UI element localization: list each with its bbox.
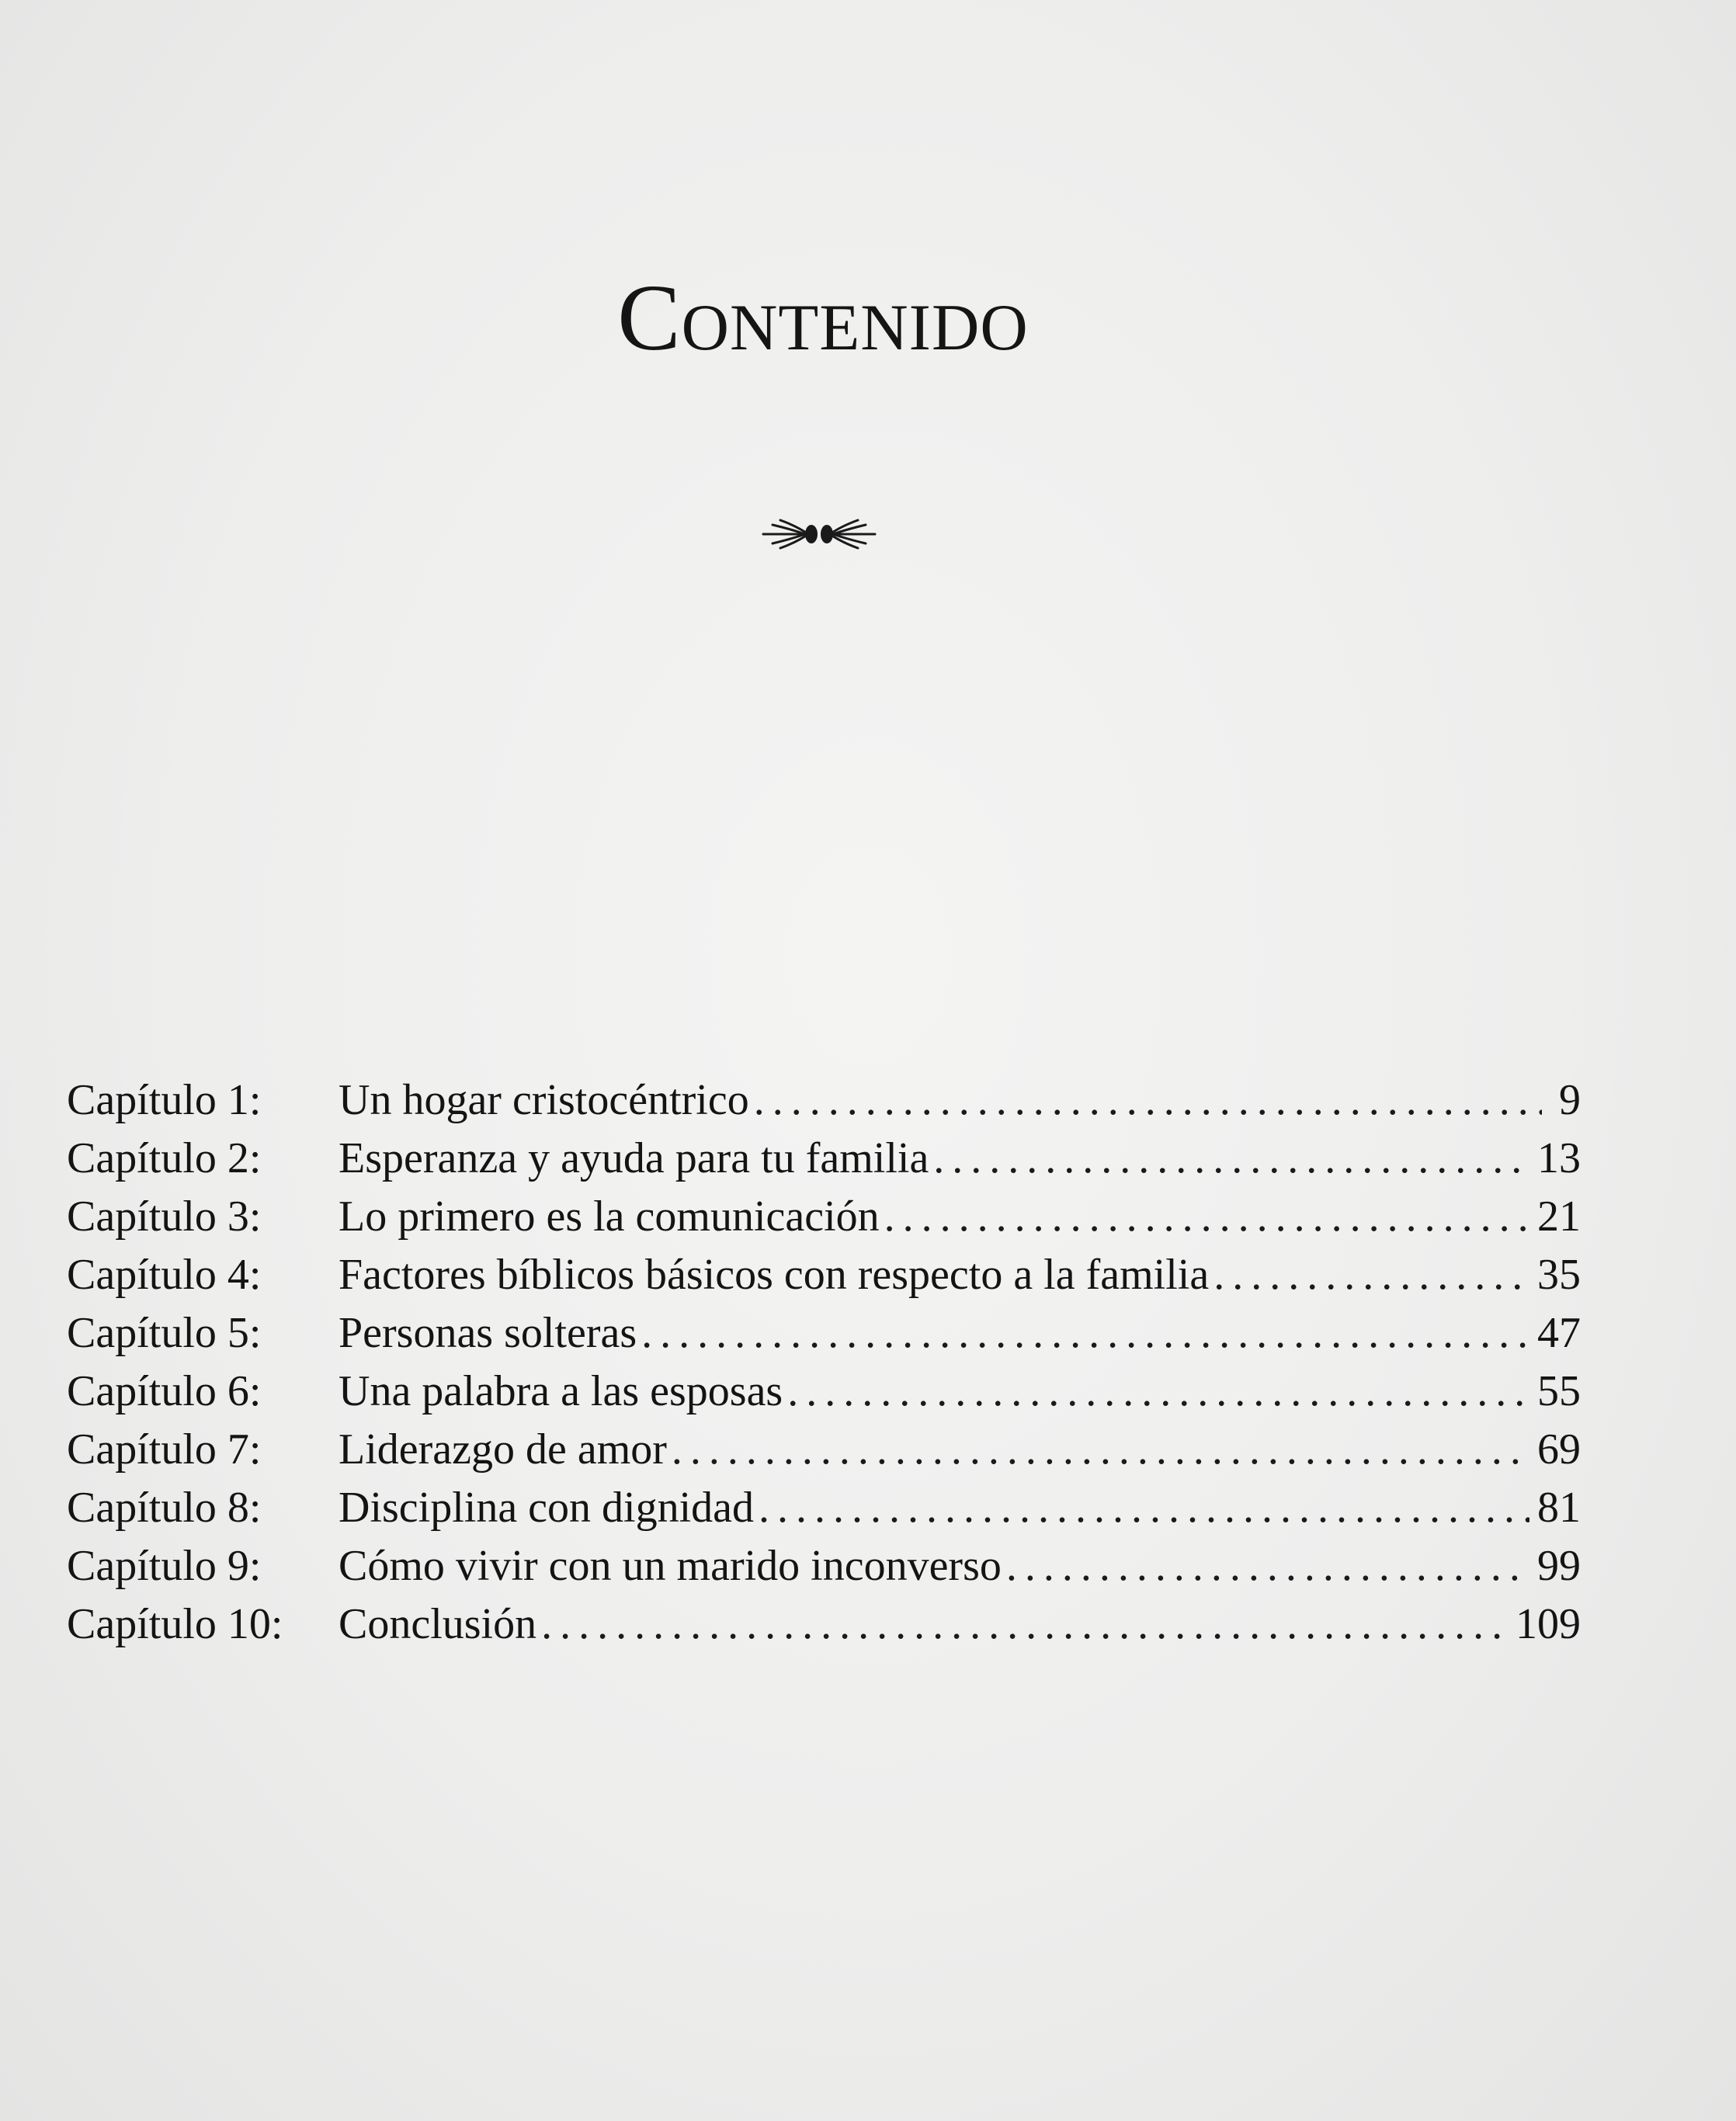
page-number: 81 bbox=[1537, 1484, 1581, 1532]
dot-leader bbox=[641, 1308, 1529, 1358]
page-number: 13 bbox=[1537, 1134, 1581, 1182]
page-title: Contenido bbox=[617, 266, 1029, 370]
dot-leader bbox=[754, 1075, 1542, 1125]
page-number: 47 bbox=[1537, 1309, 1581, 1357]
chapter-number: Capítulo 3: bbox=[67, 1192, 262, 1241]
dot-leader bbox=[759, 1483, 1529, 1533]
page-number: 99 bbox=[1537, 1542, 1581, 1590]
dot-leader bbox=[541, 1599, 1508, 1649]
toc-entry-7[interactable] bbox=[67, 1425, 1581, 1483]
toc-entry-8[interactable] bbox=[67, 1483, 1581, 1541]
toc-entry-9[interactable] bbox=[67, 1541, 1581, 1599]
chapter-number: Capítulo 10: bbox=[67, 1600, 283, 1648]
chapter-number: Capítulo 6: bbox=[67, 1367, 262, 1415]
page-number: 55 bbox=[1537, 1367, 1581, 1415]
toc-entry-5[interactable] bbox=[67, 1308, 1581, 1366]
chapter-number: Capítulo 9: bbox=[67, 1542, 262, 1590]
chapter-number: Capítulo 2: bbox=[67, 1134, 262, 1182]
dot-leader bbox=[672, 1425, 1529, 1474]
chapter-number: Capítulo 1: bbox=[67, 1076, 262, 1124]
page-number: 69 bbox=[1537, 1425, 1581, 1474]
page-number: 35 bbox=[1537, 1251, 1581, 1299]
chapter-title: Una palabra a las esposas bbox=[339, 1367, 783, 1415]
chapter-title: Cómo vivir con un marido inconverso bbox=[339, 1542, 1002, 1590]
fleuron-ornament-icon bbox=[757, 512, 881, 556]
chapter-title: Conclusión bbox=[339, 1600, 537, 1648]
chapter-number: Capítulo 4: bbox=[67, 1251, 262, 1299]
chapter-title: Liderazgo de amor bbox=[339, 1425, 667, 1474]
chapter-title: Personas solteras bbox=[339, 1309, 637, 1357]
chapter-number: Capítulo 5: bbox=[67, 1309, 262, 1357]
dot-leader bbox=[933, 1133, 1529, 1183]
chapter-title: Disciplina con dignidad bbox=[339, 1484, 755, 1532]
dot-leader bbox=[884, 1192, 1529, 1241]
page-number: 9 bbox=[1559, 1076, 1581, 1124]
dot-leader bbox=[1213, 1250, 1529, 1300]
chapter-number: Capítulo 7: bbox=[67, 1425, 262, 1474]
page-number: 21 bbox=[1537, 1192, 1581, 1241]
dot-leader bbox=[1006, 1541, 1529, 1591]
toc-entry-10[interactable] bbox=[67, 1599, 1581, 1658]
chapter-title: Un hogar cristocéntrico bbox=[339, 1076, 749, 1124]
toc-entry-4[interactable] bbox=[67, 1250, 1581, 1308]
chapter-title: Factores bíblicos básicos con respecto a la familia bbox=[339, 1251, 1210, 1299]
dot-leader bbox=[787, 1366, 1529, 1416]
toc-entry-2[interactable] bbox=[67, 1133, 1581, 1192]
chapter-title: Esperanza y ayuda para tu familia bbox=[339, 1134, 929, 1182]
chapter-number: Capítulo 8: bbox=[67, 1484, 262, 1532]
toc-entry-3[interactable] bbox=[67, 1192, 1581, 1250]
table-of-contents bbox=[67, 1075, 1581, 1658]
chapter-title: Lo primero es la comunicación bbox=[339, 1192, 880, 1241]
toc-entry-1[interactable] bbox=[67, 1075, 1581, 1133]
toc-entry-6[interactable] bbox=[67, 1366, 1581, 1425]
page-number: 109 bbox=[1516, 1600, 1581, 1648]
